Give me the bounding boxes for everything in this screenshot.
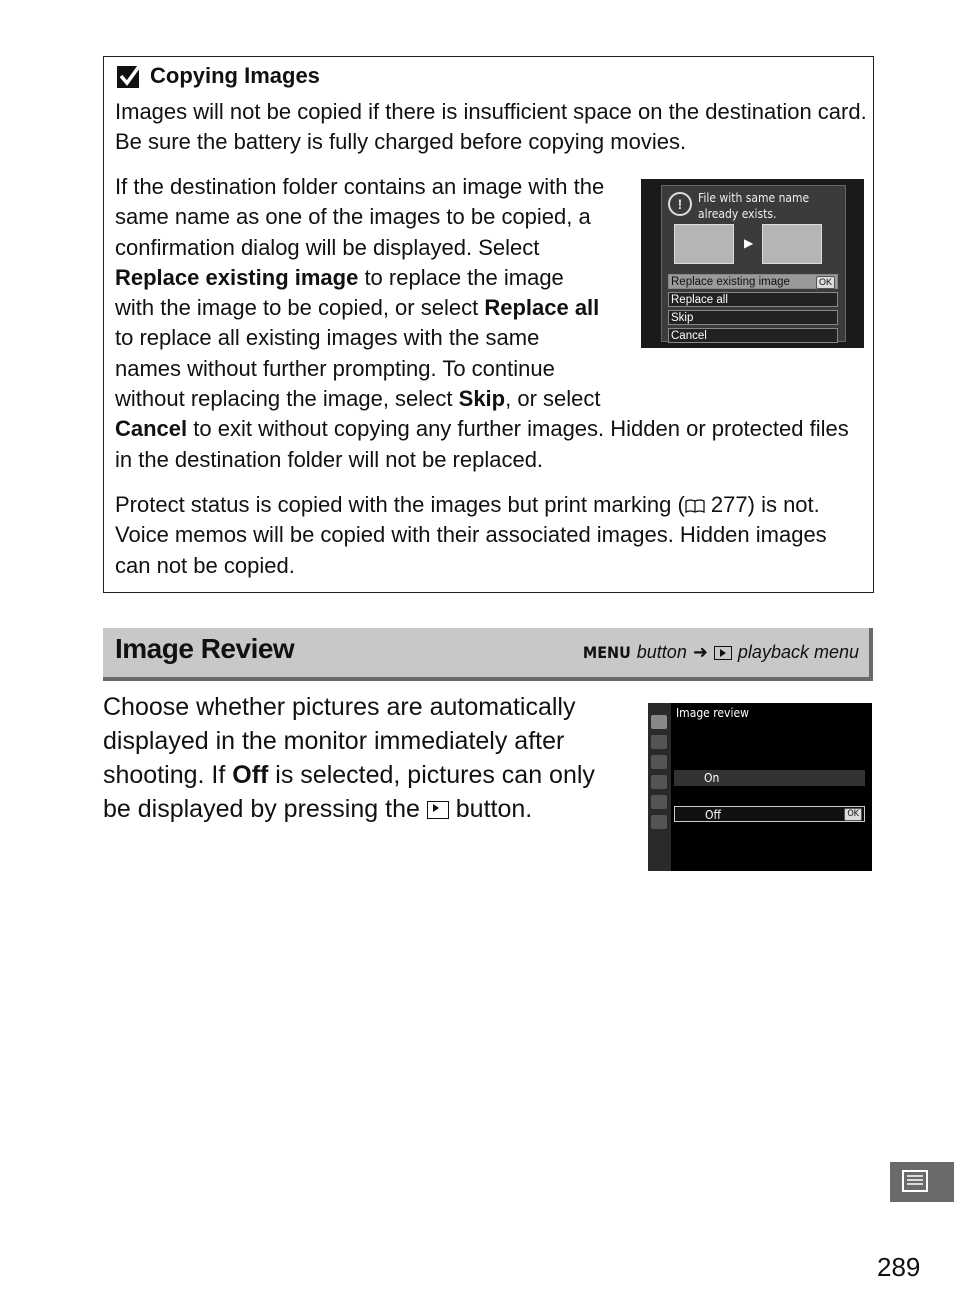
warning-icon: !: [668, 192, 692, 216]
option-replace-existing[interactable]: Replace existing image OK: [668, 274, 838, 289]
section-header: [103, 628, 873, 681]
menu-name: playback menu: [737, 642, 859, 662]
note-paragraph-1: Images will not be copied if there is insufficient space on the destination card. Be sure the battery is fully charged before copying movies.: [115, 99, 867, 155]
arrow-icon: ➜: [692, 642, 708, 662]
playback-button-icon: [427, 801, 449, 819]
copy-confirmation-screenshot: [641, 179, 864, 348]
page-number: 289: [877, 1252, 921, 1282]
arrow-right-icon: ▶: [744, 236, 754, 250]
ok-badge: OK: [816, 276, 835, 289]
section-title: Image Review: [115, 633, 295, 664]
my-menu-icon: [651, 815, 667, 829]
note-paragraph-3: Protect status is copied with the images but print marking ( 277) is not. Voice memos will be copied with their associated images. Hidden images can not be copied.: [115, 492, 827, 578]
playback-icon: [714, 646, 732, 660]
option-skip[interactable]: Skip: [668, 310, 838, 325]
list-icon: [902, 1170, 928, 1192]
screen-title: Image review: [676, 706, 749, 720]
button-word: button: [636, 642, 687, 662]
option-replace-all[interactable]: Replace all: [668, 292, 838, 307]
note-paragraph-2: If the destination folder contains an image with the same name as one of the images to be copied, a confirmation dialog will be displayed. Select Replace existing image to replace the image with the image to be copied, or select Replace all to replace all existing images with the same names without further prompting. To continue without replacing the image, select Skip, or select Cancel to exit without copying any further images. Hidden or protected files in the destination folder will not be replaced.: [115, 174, 849, 472]
ok-badge: OK: [844, 808, 862, 821]
option-on[interactable]: On: [674, 770, 865, 786]
source-thumbnail: [674, 224, 734, 264]
retouch-icon: [651, 795, 667, 809]
confirmation-dialog: [661, 185, 846, 342]
menu-path: [583, 642, 859, 663]
book-icon: [685, 499, 705, 513]
wrench-icon: [651, 775, 667, 789]
checkmark-icon: [116, 63, 142, 89]
dialog-message: File with same name already exists.: [698, 191, 810, 221]
option-cancel[interactable]: Cancel: [668, 328, 838, 343]
playback-menu-icon: [651, 715, 667, 729]
menu-sidebar: [648, 703, 671, 871]
note-title: Copying Images: [150, 63, 320, 88]
pencil-icon: [651, 755, 667, 769]
destination-thumbnail: [762, 224, 822, 264]
menu-button-label: MENU: [582, 643, 631, 662]
menu-guide-tab: [890, 1162, 954, 1202]
option-off[interactable]: Off OK: [674, 806, 865, 822]
note-heading: [116, 63, 320, 89]
image-review-description: Choose whether pictures are automatically displayed in the monitor immediately after shooting. If Off is selected, pictures can only be displayed by pressing the button.: [103, 693, 595, 823]
camera-icon: [651, 735, 667, 749]
copying-images-note: [103, 56, 874, 593]
image-review-screenshot: [648, 703, 872, 871]
